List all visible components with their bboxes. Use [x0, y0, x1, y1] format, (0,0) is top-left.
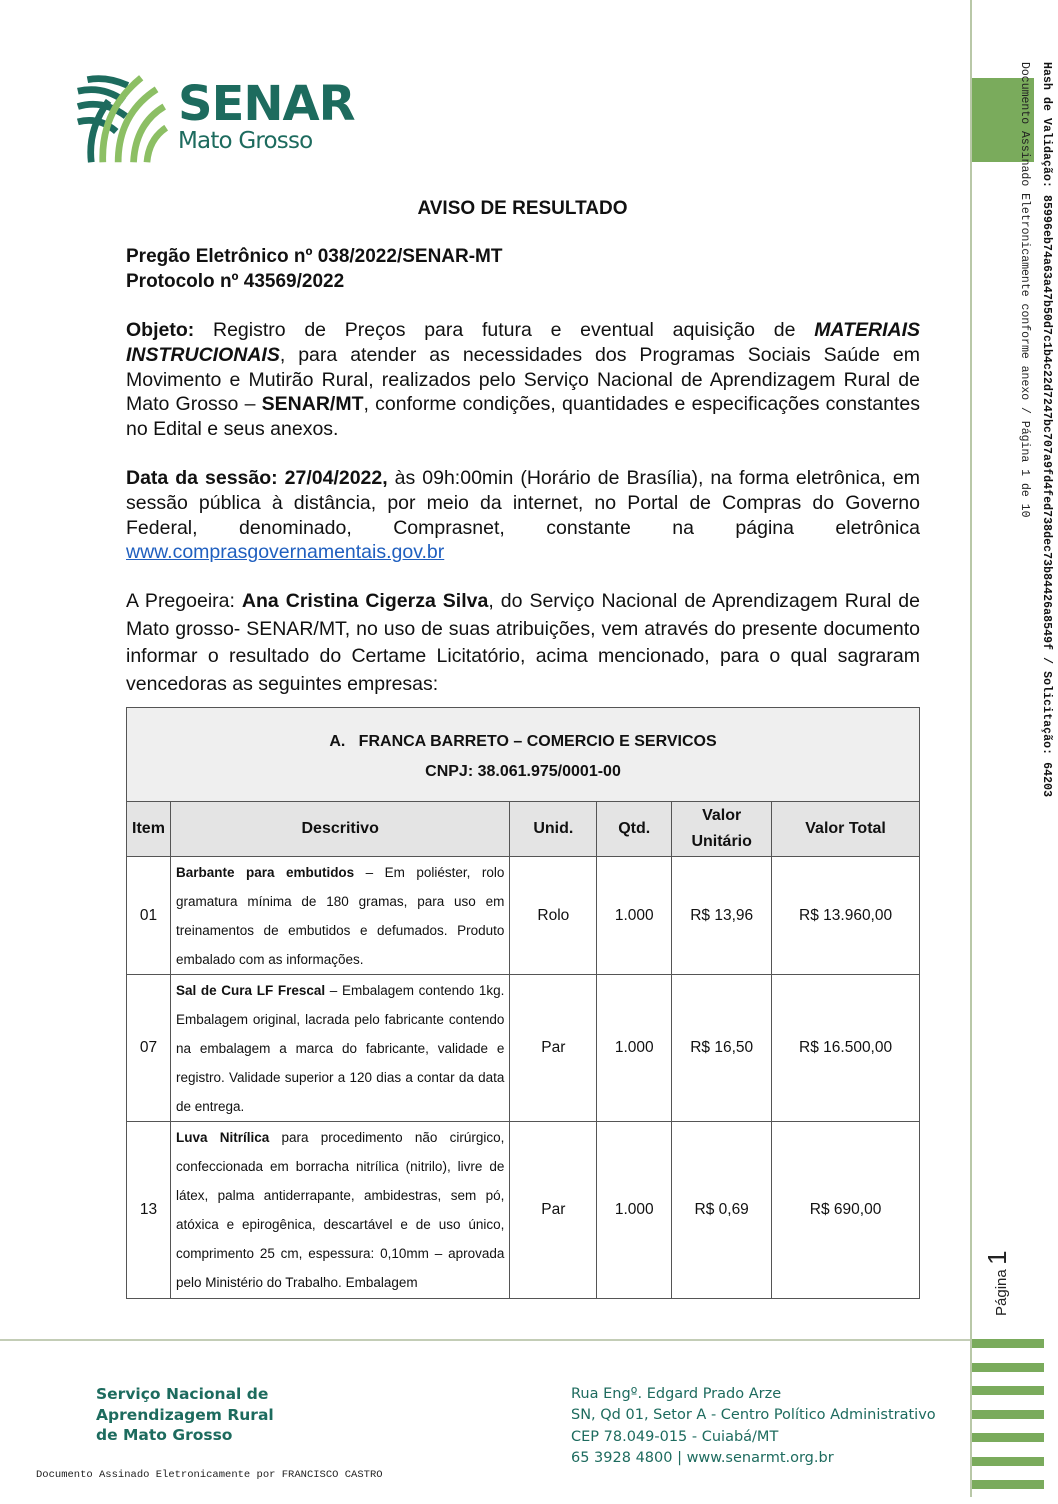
col-descritivo: Descritivo [170, 802, 509, 857]
sessao-text: às 09h:00min (Horário de Brasília), na forma eletrônica, em sessão pública à distância, por meio da internet, no Portal de Compras do Governo Federal, denominado, Comprasnet, constante na página eletrônica [126, 467, 920, 539]
col-qtd: Qtd. [597, 802, 672, 857]
item-unit-price: R$ 0,69 [672, 1122, 772, 1299]
item-details: – Embalagem contendo 1kg. Embalagem original, lacrada pelo fabricante contendo na embalagem a marca do fabricante, validade e registro. Validade superior a 120 dias a contar da data de entrega. [175, 982, 505, 1114]
item-number: 01 [127, 857, 171, 975]
objeto-emphasis: MATERIAIS INSTRUCIONAIS [126, 319, 920, 366]
table-row [127, 975, 920, 1122]
item-qty: 1.000 [597, 857, 672, 975]
item-unit-price: R$ 16,50 [672, 975, 772, 1122]
objeto-text: Registro de Preços para futura e eventual aquisição de [194, 319, 815, 341]
item-description [170, 1122, 509, 1299]
table-header-row [127, 802, 920, 857]
footer-contact-line: 65 3928 4800 | www.senarmt.org.br [571, 1449, 834, 1466]
item-qty: 1.000 [597, 975, 672, 1122]
item-details: – Em poliéster, rolo gramatura mínima de 180 gramas, para uso em treinamentos de embutidos e defumados. Produto embalado com as informações. [175, 864, 505, 967]
item-unit: Rolo [510, 857, 597, 975]
sessao-label: Data da sessão: 27/04/2022, [126, 467, 388, 489]
footer-org-name [96, 1384, 274, 1446]
document-title: AVISO DE RESULTADO [417, 198, 628, 219]
logo-wordmark: SENAR [178, 76, 355, 132]
item-name: Barbante para embutidos [175, 864, 355, 880]
table-row [127, 1122, 920, 1299]
comprasnet-link[interactable]: www.comprasgovernamentais.gov.br [126, 541, 445, 564]
item-description [170, 975, 509, 1122]
footer-org-line: Serviço Nacional de [96, 1385, 269, 1403]
item-number: 07 [127, 975, 171, 1122]
item-unit-price: R$ 13,96 [672, 857, 772, 975]
footer-address-line: SN, Qd 01, Setor A - Centro Político Administrativo [571, 1407, 936, 1424]
item-details: para procedimento não cirúrgico, confeccionada em borracha nitrílica (nitrilo), livre de látex, palma antiderrapante, ambidestras, sem pó, atóxica e epirogênica, descartável e de uso único, comprimento 25 cm, espessura: 0,10mm – aprovada pelo Ministério do Trabalho. Embalagem [175, 1130, 505, 1290]
col-unid: Unid. [510, 802, 597, 857]
page-number [982, 1236, 1012, 1316]
margin-divider [970, 0, 972, 1497]
pregoeira-name: Ana Cristina Cigerza Silva [241, 590, 489, 612]
results-table [126, 707, 920, 1299]
table-row [127, 857, 920, 975]
col-item: Item [127, 802, 171, 857]
footer-address [571, 1384, 936, 1469]
item-qty: 1.000 [597, 1122, 672, 1299]
pregoeira-paragraph [126, 588, 920, 698]
pregoeira-text: , do Serviço Nacional de Aprendizagem Rural de Mato grosso- SENAR/MT, no uso de suas atribuições, vem através do presente documento informar o resultado do Certame Licitatório, acima mencionado, para o qual sagraram vencedoras as seguintes empresas: [126, 590, 920, 695]
footer-address-line: Rua Engº. Edgard Prado Arze [571, 1386, 782, 1402]
company-name: A. FRANCA BARRETO – COMERCIO E SERVICOS [329, 733, 717, 750]
signature-notice: Documento Assinado Eletronicamente conforme anexo / Página 1 de 10 [1018, 62, 1031, 518]
item-total: R$ 690,00 [772, 1122, 920, 1299]
sessao-paragraph [126, 466, 920, 565]
item-description [170, 857, 509, 975]
item-total: R$ 16.500,00 [772, 975, 920, 1122]
senar-logo-icon [74, 72, 170, 168]
objeto-paragraph [126, 318, 920, 442]
company-cnpj: CNPJ: 38.061.975/0001-00 [425, 763, 621, 780]
item-number: 13 [127, 1122, 171, 1299]
item-name: Sal de Cura LF Frescal [175, 982, 326, 998]
pregoeira-intro: A Pregoeira: [126, 590, 242, 612]
footer-address-line: CEP 78.049-015 - Cuiabá/MT [571, 1428, 779, 1445]
col-valor-total: Valor Total [772, 802, 920, 857]
item-unit: Par [510, 1122, 597, 1299]
col-valor-unitario: Valor Unitário [672, 802, 772, 857]
pregao-number: Pregão Eletrônico nº 038/2022/SENAR-MT [126, 246, 503, 267]
page-number-value: 1 [982, 1250, 1012, 1265]
page-label: Página [993, 1269, 1010, 1316]
footer-divider [0, 1339, 970, 1341]
document-references [126, 244, 503, 294]
objeto-label: Objeto: [126, 319, 195, 341]
item-unit: Par [510, 975, 597, 1122]
footer-org-line: de Mato Grosso [96, 1426, 233, 1444]
item-name: Luva Nitrílica [175, 1130, 270, 1145]
org-acronym: SENAR/MT [261, 393, 364, 416]
validation-hash: Hash de Validação: 85996eb74a63a47b50d7c1b4c22d7247bc707a9fd4fed738dec73b84426a8549f / Solicitação: 64203 [1040, 62, 1053, 798]
company-header [127, 708, 920, 802]
protocolo-number: Protocolo nº 43569/2022 [126, 271, 345, 292]
logo-subtitle: Mato Grosso [178, 128, 313, 154]
signed-by-notice: Documento Assinado Eletronicamente por FRANCISCO CASTRO [36, 1469, 383, 1481]
decorative-stripes [972, 1339, 1044, 1504]
footer-org-line: Aprendizagem Rural [96, 1405, 274, 1424]
objeto-text-3: , conforme condições, quantidades e especificações constantes no Edital e seus anexos. [126, 393, 920, 441]
item-total: R$ 13.960,00 [772, 857, 920, 975]
objeto-text-2: , para atender as necessidades dos Programas Sociais Saúde em Movimento e Mutirão Rural, realizados pelo Serviço Nacional de Aprendizagem Rural de Mato Grosso – [126, 343, 920, 416]
